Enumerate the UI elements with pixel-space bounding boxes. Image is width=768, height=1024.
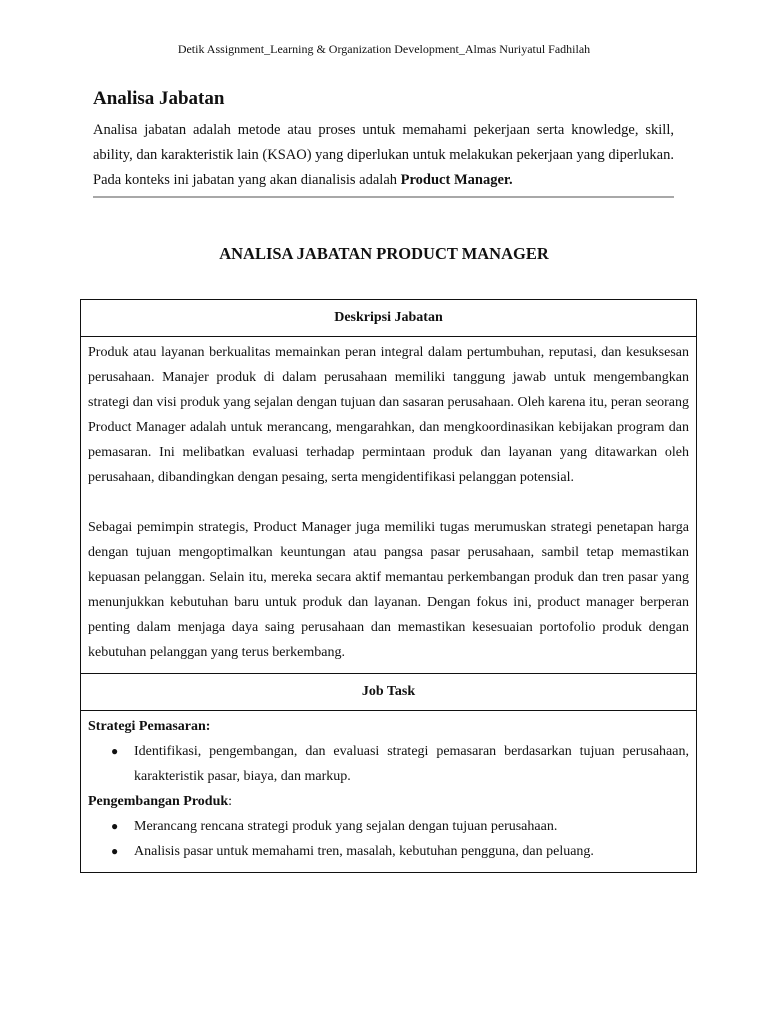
task-group-heading bbox=[88, 714, 689, 739]
description-header-row bbox=[81, 300, 697, 337]
intro-text: Analisa jabatan adalah metode atau proses untuk memahami pekerjaan serta knowledge, skill, ability, dan karakteristik lain (KSAO) yang diperlukan untuk melakukan pekerjaan yang diperlukan. Pada konteks ini jabatan yang akan dianalisis adalah bbox=[93, 122, 674, 188]
intro-paragraph bbox=[93, 118, 674, 193]
job-task-header: Job Task bbox=[81, 674, 697, 711]
task-group-title: Strategi Pemasaran: bbox=[88, 719, 211, 734]
task-list bbox=[88, 739, 689, 789]
bullet-icon: ● bbox=[111, 844, 119, 858]
task-item-text: Identifikasi, pengembangan, dan evaluasi strategi pemasaran berdasarkan tujuan perusahaan, karakteristik pasar, biaya, dan markup. bbox=[134, 744, 689, 784]
task-group-suffix: : bbox=[228, 794, 233, 809]
description-paragraph: Produk atau layanan berkualitas memainkan peran integral dalam pertumbuhan, reputasi, dan kesuksesan perusahaan. Manajer produk di dalam perusahaan memiliki tanggung jawab untuk mengembangkan strategi dan visi produk yang sejalan dengan tujuan dan sasaran perusahaan. Oleh karena itu, peran seorang Product Manager adalah untuk merancang, mengarahkan, dan mengkoordinasikan kebijakan program dan pemasaran. Ini melibatkan evaluasi terhadap permintaan produk dan layanan yang ditawarkan oleh perusahaan, dibandingkan dengan pesaing, serta mengidentifikasi pelanggan potensial. bbox=[88, 345, 689, 485]
task-group-title: Pengembangan Produk bbox=[88, 794, 229, 809]
document-title: ANALISA JABATAN PRODUCT MANAGER bbox=[219, 244, 549, 263]
description-header: Deskripsi Jabatan bbox=[81, 300, 697, 337]
task-group-heading bbox=[88, 789, 689, 814]
job-task-body-row bbox=[81, 711, 697, 873]
task-item-text: Analisis pasar untuk memahami tren, masalah, kebutuhan pengguna, dan peluang. bbox=[134, 844, 594, 859]
section-title: Analisa Jabatan bbox=[93, 88, 225, 109]
task-item bbox=[88, 839, 689, 864]
job-task-body bbox=[81, 711, 697, 873]
description-body bbox=[81, 337, 697, 674]
divider-line bbox=[93, 196, 674, 198]
task-item bbox=[88, 739, 689, 789]
page-header: Detik Assignment_Learning & Organization Development_Almas Nuriyatul Fadhilah bbox=[177, 42, 591, 56]
task-item bbox=[88, 814, 689, 839]
task-list bbox=[88, 814, 689, 864]
bullet-icon: ● bbox=[111, 744, 119, 758]
intro-emphasis: Product Manager. bbox=[400, 172, 513, 188]
task-item-text: Merancang rencana strategi produk yang sejalan dengan tujuan perusahaan. bbox=[134, 819, 558, 834]
description-body-row bbox=[81, 337, 697, 674]
bullet-icon: ● bbox=[111, 819, 119, 833]
description-paragraph: Sebagai pemimpin strategis, Product Manager juga memiliki tugas merumuskan strategi penetapan harga dengan tujuan mengoptimalkan keuntungan atau pangsa pasar perusahaan, sambil tetap memastikan kepuasan pelanggan. Selain itu, mereka secara aktif memantau perkembangan produk dan tren pasar yang menunjukkan kebutuhan baru untuk produk dan layanan. Dengan fokus ini, product manager berperan penting dalam menjaga daya saing perusahaan dan memastikan kesesuaian portofolio produk dengan kebutuhan pelanggan yang terus berkembang. bbox=[88, 520, 689, 660]
job-task-header-row bbox=[81, 674, 697, 711]
job-analysis-table bbox=[80, 299, 697, 873]
